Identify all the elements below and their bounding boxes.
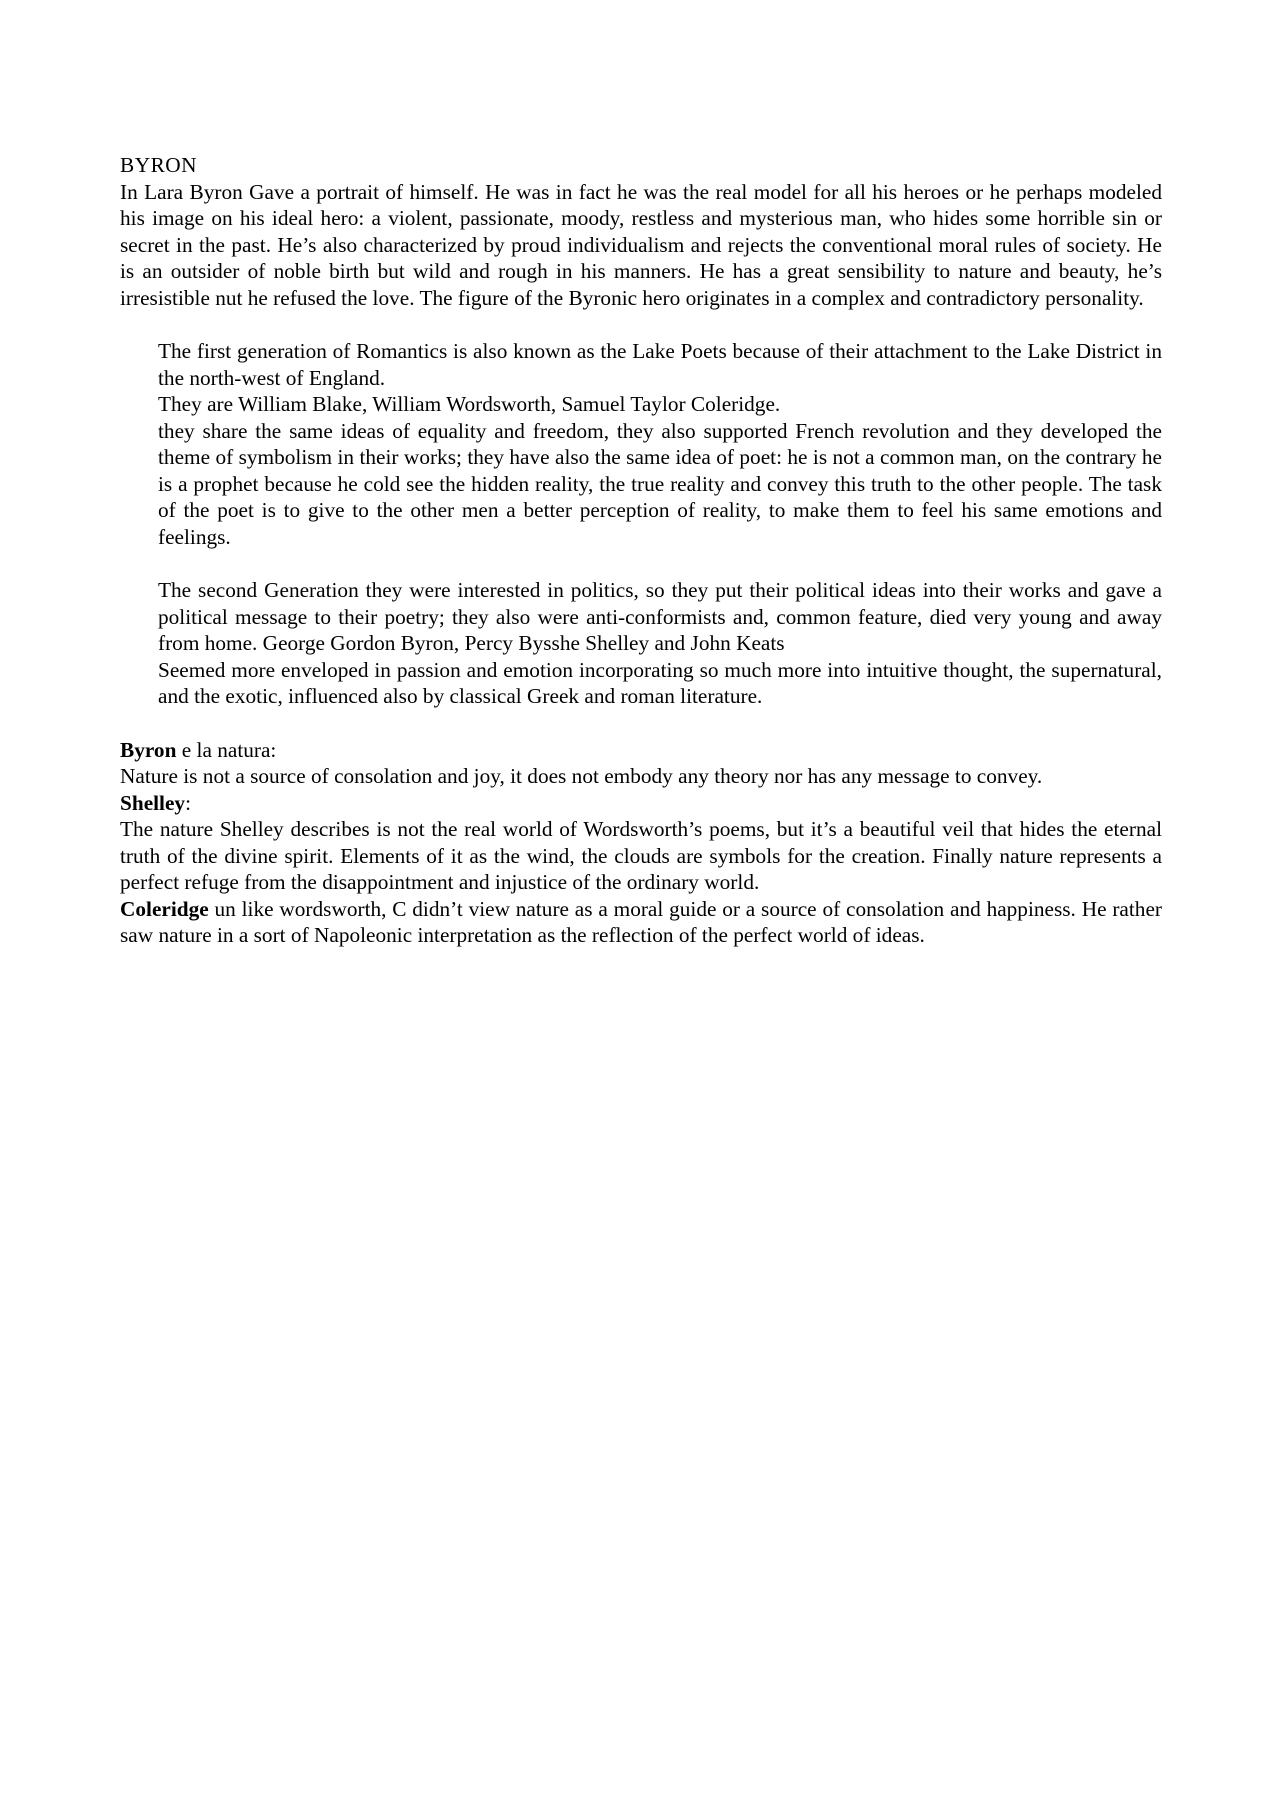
spacer <box>120 710 1162 737</box>
byron-nature-text: Nature is not a source of consolation and joy, it does not embody any theory nor has any message to convey. <box>120 764 1043 788</box>
shelley-label-rest: : <box>185 790 191 815</box>
spacer <box>120 550 1162 577</box>
second-generation-paragraph-1: The second Generation they were interested in politics, so they put their political ideas into their works and gave a political message to their poetry; they also were anti-conformists and, common feature, died very young and away from home. George Gordon Byron, Percy Bysshe Shelley and John Keats <box>158 578 1162 655</box>
section-heading-byron: BYRON <box>120 153 198 177</box>
byron-label-rest: e la natura: <box>176 737 277 762</box>
byron-label: Byron <box>120 737 177 762</box>
shelley-label: Shelley <box>120 790 186 815</box>
coleridge-text: un like wordsworth, C didn’t view nature as a moral guide or a source of consolation and happiness. He rather saw nature in a sort of Napoleonic interpretation as the reflection of the perfect world of ideas. <box>120 896 1162 947</box>
first-generation-paragraph-3: they share the same ideas of equality and freedom, they also supported French revolution and they developed the theme of symbolism in their works; they have also the same idea of poet: he is not a common man, on the contrary he is a prophet because he cold see the hidden reality, the true reality and convey this truth to the other people. The task of the poet is to give to the other men a better perception of reality, to make them to feel his same emotions and feelings. <box>158 418 1162 549</box>
coleridge-label: Coleridge <box>120 896 209 921</box>
byron-nature-heading <box>120 737 1162 764</box>
first-generation-paragraph-2: They are William Blake, William Wordsworth, Samuel Taylor Coleridge. <box>158 392 781 416</box>
second-generation-block <box>158 577 1162 710</box>
intro-paragraph: In Lara Byron Gave a portrait of himself. He was in fact he was the real model for all his heroes or he perhaps modeled his image on his ideal hero: a violent, passionate, moody, restless and mysterious man, who hides some horrible sin or secret in the past. He’s also characterized by proud individualism and rejects the conventional moral rules of society. He is an outsider of noble birth but wild and rough in his manners. He has a great sensibility to nature and beauty, he’s irresistible nut he refused the love. The figure of the Byronic hero originates in a complex and contradictory personality. <box>120 179 1162 310</box>
shelley-heading <box>120 790 1162 817</box>
coleridge-paragraph <box>120 896 1162 949</box>
first-generation-paragraph-1: The first generation of Romantics is also known as the Lake Poets because of their attachment to the Lake District in the north-west of England. <box>158 339 1162 390</box>
first-generation-block <box>158 338 1162 550</box>
second-generation-paragraph-2: Seemed more enveloped in passion and emotion incorporating so much more into intuitive thought, the supernatural, and the exotic, influenced also by classical Greek and roman literature. <box>158 657 1162 708</box>
spacer <box>120 311 1162 338</box>
document-page <box>120 152 1162 949</box>
shelley-text: The nature Shelley describes is not the real world of Wordsworth’s poems, but it’s a beautiful veil that hides the eternal truth of the divine spirit. Elements of it as the wind, the clouds are symbols for the creation. Finally nature represents a perfect refuge from the disappointment and injustice of the ordinary world. <box>120 817 1162 894</box>
